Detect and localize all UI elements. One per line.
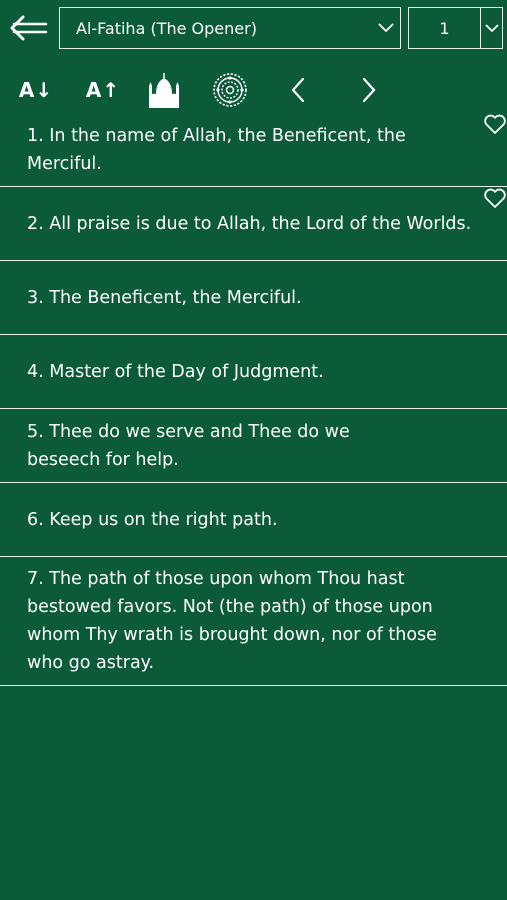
decrease-font-button[interactable] [16,70,56,110]
surah-dropdown-label: Al-Fatiha (The Opener) [76,18,257,38]
mosque-icon [146,72,182,108]
verse-item[interactable] [0,113,507,187]
verse-text: 7. The path of those upon whom Thou hast bestowed favors. Not (the path) of those upon whom Thy wrath is brought down, nor of those who go astray. [27,569,437,673]
verse-text: 5. Thee do we serve and Thee do we beseech for help. [27,421,350,470]
chevron-left-icon [290,77,306,103]
increase-font-button[interactable] [83,70,123,110]
heart-outline-icon[interactable] [483,187,507,209]
verse-list [0,113,507,686]
verse-item[interactable] [0,409,507,483]
next-verse-button[interactable] [354,70,384,110]
surah-dropdown[interactable] [59,7,401,49]
verse-item[interactable] [0,335,507,409]
verse-text: 3. The Beneficent, the Merciful. [27,287,302,308]
previous-verse-button[interactable] [283,70,313,110]
toolbar [0,62,507,118]
back-button[interactable] [8,10,50,46]
verse-item[interactable] [0,187,507,261]
chevron-right-icon [361,77,377,103]
increase-font-label: A↑ [85,78,121,102]
settings-button[interactable] [209,70,251,110]
verse-number-value: 1 [439,18,450,38]
verse-text: 6. Keep us on the right path. [27,509,278,530]
arrow-left-icon [9,14,49,42]
chevron-down-icon [480,8,502,48]
ornament-gear-icon [211,71,249,109]
verse-number-dropdown[interactable] [408,7,503,49]
heart-outline-icon[interactable] [483,113,507,135]
verse-text: 2. All praise is due to Allah, the Lord of the Worlds. [27,213,472,234]
verse-text: 4. Master of the Day of Judgment. [27,361,324,382]
chevron-down-icon [372,8,400,48]
verse-text: 1. In the name of Allah, the Beneficent, the Merciful. [27,125,406,174]
verse-item[interactable] [0,483,507,557]
decrease-font-label: A↓ [18,78,54,102]
top-bar [0,0,507,58]
verse-item[interactable] [0,557,507,686]
verse-item[interactable] [0,261,507,335]
mosque-button[interactable] [144,70,184,110]
